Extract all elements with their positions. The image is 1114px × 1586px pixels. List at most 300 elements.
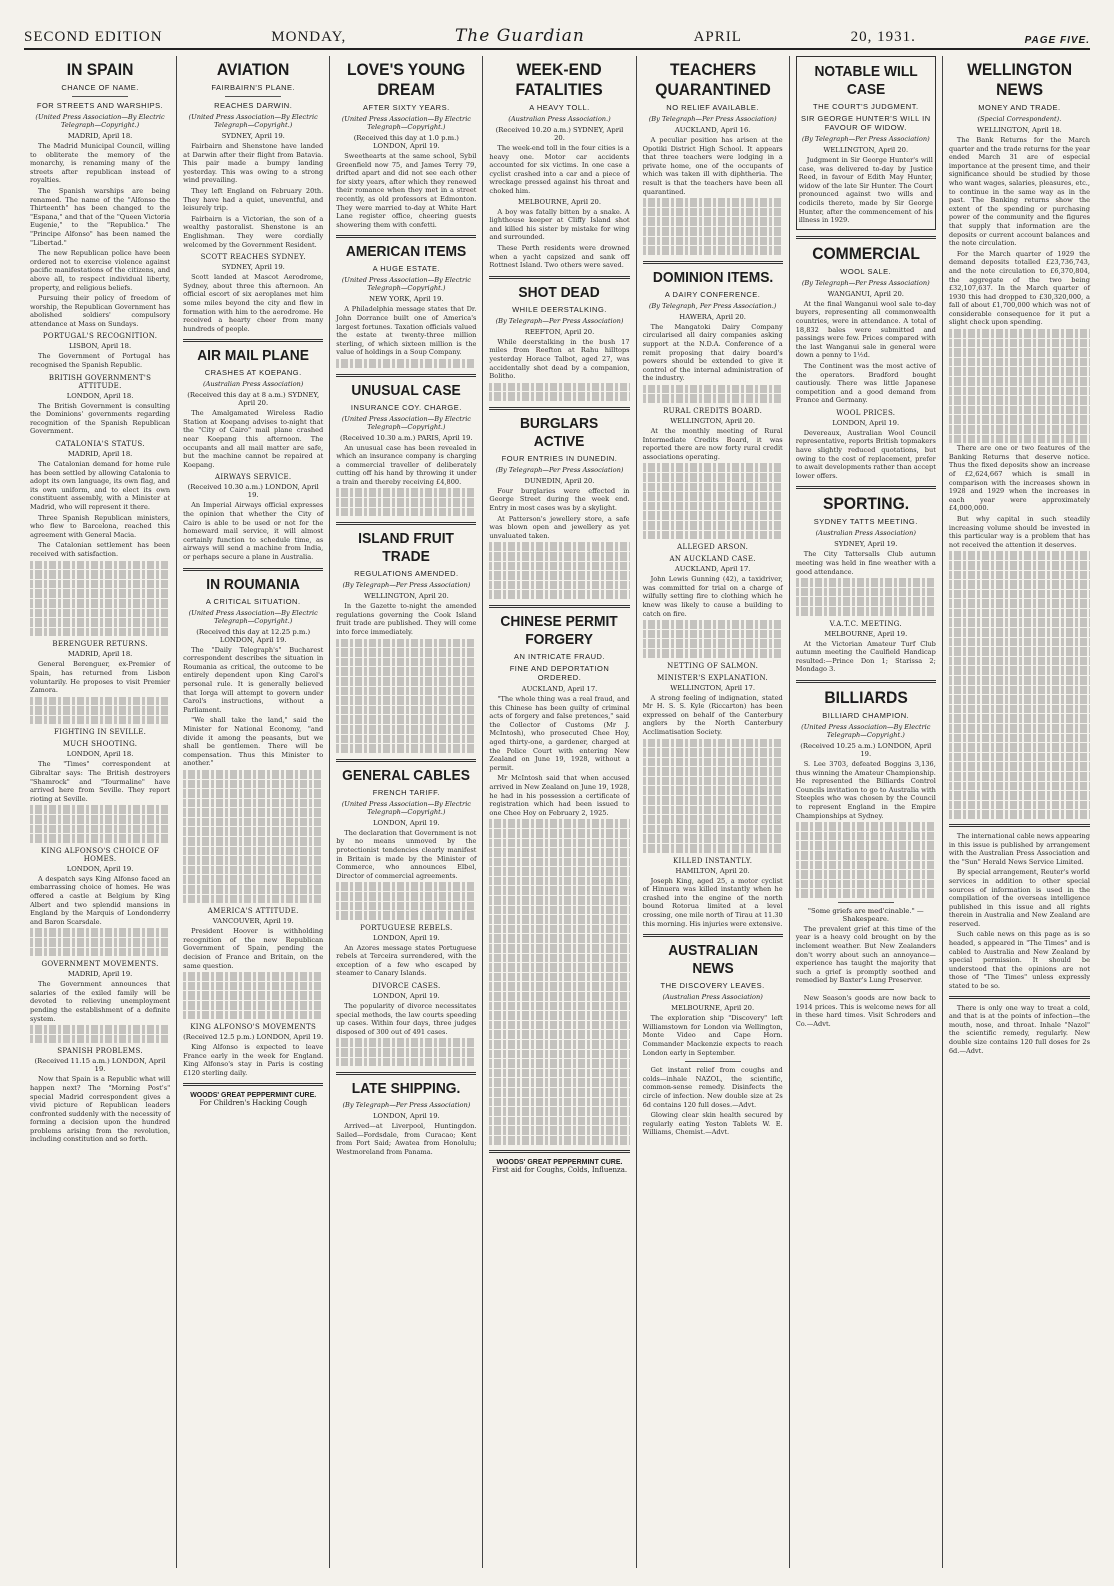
credit-line: (Australian Press Association): [203, 380, 304, 389]
dateline: MELBOURNE, April 20.: [671, 1004, 755, 1013]
dateline: MELBOURNE, April 20.: [517, 197, 601, 206]
story-separator: [336, 1072, 476, 1075]
section-subhead: GOVERNMENT MOVEMENTS.: [41, 960, 159, 969]
illegible-text-line: [643, 806, 783, 815]
headline: SHOT DEAD: [518, 283, 601, 301]
illegible-text-line: [489, 392, 629, 401]
illegible-text-line: [183, 789, 323, 798]
illegible-text-line: [643, 748, 783, 757]
illegible-text-line: [489, 1059, 629, 1068]
illegible-text-line: [489, 858, 629, 867]
illegible-text-line: [949, 647, 1090, 656]
story-in-roumania: [183, 576, 323, 1107]
story-separator: [489, 276, 629, 279]
illegible-text-line: [643, 620, 783, 629]
illegible-text-line: [489, 934, 629, 943]
illegible-text-line: [643, 786, 783, 795]
illegible-text-line: [949, 609, 1090, 618]
illegible-text-line: [643, 649, 783, 658]
illegible-text-line: [183, 837, 323, 846]
subheadline: WHILE DEERSTALKING.: [512, 304, 607, 314]
headline: IN ROUMANIA: [206, 575, 300, 593]
section-subhead: ALLEGED ARSON.: [677, 543, 749, 552]
dateline: VANCOUVER, April 19.: [212, 917, 294, 926]
credit-line: (By Telegraph—Per Press Association): [342, 1101, 471, 1110]
subheadline: THE COURT'S JUDGMENT.: [813, 102, 919, 111]
credit-line: (By Telegraph—Per Press Association): [495, 316, 624, 325]
paragraph: The Madrid Municipal Council, willing to obliterate the memory of the monarchy, is renaming many of the streets after republican instead of royalties.: [30, 142, 171, 185]
headline: LATE SHIPPING.: [352, 1080, 461, 1098]
section-subhead: BERENGUER RETURNS.: [52, 640, 148, 649]
story-unusual-case: [336, 382, 476, 517]
paragraph: President Hoover is withholding recognition of the new Republican Government of Spain, pending the decision of France and Britain, on the same question.: [183, 927, 324, 970]
paragraph: These Perth residents were drowned when a yacht capsized and sank off Rottnest Island. Two others were saved.: [489, 243, 630, 270]
subheadline: A DAIRY CONFERENCE.: [664, 289, 761, 299]
dateline: MADRID, April 18.: [67, 450, 133, 459]
story-separator: [796, 236, 936, 239]
dateline: MADRID, April 18.: [67, 132, 133, 140]
paragraph: Pursuing their policy of freedom of worship, the Republican Government has abolished soldiers' compulsory attendance at Mass on Sundays.: [30, 294, 171, 328]
illegible-text-line: [796, 841, 936, 850]
newspaper-columns: [24, 56, 1096, 1568]
paragraph: Judgment in Sir George Hunter's will case, was delivered to-day by Justice Reed, in favour of Edith May Hunter, widow of the late Sir Hunter. The Court pronounced against two wills and codicils thereto, made by Sir George Hunter, after the commencement of his illness in 1929.: [798, 156, 933, 225]
illegible-text-line: [643, 777, 783, 786]
headline: GENERAL CABLES: [342, 766, 471, 784]
paragraph: The Amalgamated Wireless Radio Station at Koepang advises to-night that the "City of Cairo" mail plane crashed near Koepang this afternoon. The occupants and all mail matter are safe, but the machine cannot be repaired at Koepang.: [183, 409, 324, 469]
illegible-text-line: [949, 618, 1090, 627]
ad-title: WOODS' GREAT PEPPERMINT CURE.: [190, 1091, 317, 1099]
paragraph: But why capital in such steadily increasing volume should be invested in this particular way is a problem that has not received the attention it deserves.: [948, 514, 1090, 549]
divider: [838, 989, 894, 990]
illegible-text-line: [796, 870, 936, 879]
paragraph: Three Spanish Republican ministers, who flew to Barcelona, reached this agreement with General Macia.: [30, 513, 171, 539]
illegible-text-line: [183, 895, 323, 904]
illegible-text-line: [489, 944, 629, 953]
illegible-text-line: [489, 877, 629, 886]
dateline: MADRID, April 18.: [67, 650, 133, 659]
illegible-text-line: [183, 808, 323, 817]
paragraph: S. Lee 3703, defeated Boggins 3,136, thus winning the Amateur Championship. He represented the Billiards Control Councils invitation to go to Australia with Steeples who was chosen by the Council to represent England in the Empire Championships at Sydney.: [795, 759, 936, 820]
subheadline: REGULATIONS AMENDED.: [354, 569, 459, 579]
headline: SPORTING.: [822, 494, 909, 514]
illegible-text-line: [30, 628, 170, 637]
illegible-text-line: [949, 676, 1090, 685]
illegible-text-line: [489, 1069, 629, 1078]
dateline: DUNEDIN, April 20.: [524, 476, 595, 485]
illegible-text-line: [336, 687, 476, 696]
subheadline: NO RELIEF AVAILABLE.: [666, 103, 759, 112]
story-burglars-active: [489, 415, 629, 599]
story-separator: [336, 522, 476, 525]
paragraph: Scott landed at Mascot Aerodrome, Sydney, about three this afternoon. An official escort of six aeroplanes met him some miles beyond the city and flew in formation with him to the aerodrome. He received a hearty cheer from many hundreds of people.: [183, 273, 324, 333]
credit-line: (Special Correspondent).: [977, 115, 1062, 123]
illegible-text-line: [30, 599, 170, 608]
illegible-text-line: [643, 815, 783, 824]
story-australian-news: [643, 942, 783, 1137]
illegible-text-line: [796, 861, 936, 870]
illegible-text-line: [183, 856, 323, 865]
month-label: APRIL: [693, 29, 742, 45]
illegible-text-line: [643, 639, 783, 648]
illegible-text-line: [183, 827, 323, 836]
illegible-text-line: [949, 435, 1090, 444]
illegible-text-line: [183, 770, 323, 779]
section-subhead: SCOTT REACHES SYDNEY.: [200, 253, 306, 262]
illegible-text-line: [643, 630, 783, 639]
illegible-text-line: [489, 963, 629, 972]
illegible-text-line: [489, 973, 629, 982]
dateline: LONDON, April 19.: [372, 933, 440, 942]
dateline: LONDON, April 19.: [372, 1112, 440, 1121]
illegible-text-line: [643, 502, 783, 511]
paragraph: At the Victorian Amateur Turf Club autumn meeting the Caulfield Handicap resulted:—Prince Don 1; Starissa 2; Mondago 3.: [795, 639, 936, 674]
headline: AVIATION: [217, 60, 290, 79]
illegible-text-line: [949, 666, 1090, 675]
paragraph: "We shall take the land," said the Minister for National Economy, "and divide it among the peasants, but we shall be gentlemen. There will be compensation. Thus this Minister to another.": [183, 716, 324, 768]
illegible-text-line: [796, 578, 936, 587]
illegible-text-line: [643, 483, 783, 492]
paragraph: At Patterson's jewellery store, a safe was blown open and jewellery as yet unvaluated taken.: [489, 514, 630, 540]
illegible-text-line: [489, 1126, 629, 1135]
illegible-text-line: [949, 580, 1090, 589]
illegible-text-line: [949, 406, 1090, 415]
story-separator: [183, 568, 323, 571]
section-subhead: KILLED INSTANTLY.: [672, 856, 753, 865]
illegible-text-line: [336, 735, 476, 744]
headline: WEEK-END FATALITIES: [515, 60, 604, 99]
subheadline: THE DISCOVERY LEAVES.: [660, 981, 765, 991]
illegible-text-line: [30, 609, 170, 618]
illegible-text-line: [643, 246, 783, 255]
ad-text: First aid for Coughs, Colds, Influenza.: [491, 1165, 628, 1174]
illegible-text-line: [336, 882, 476, 891]
paragraph: There are one or two features of the Banking Returns that deserve notice. Thus the fixed deposits show an increase of £2,624,667 which is small in comparison with the increases shown in 1928 and 1929 when the increases in each year were approximately £4,000,000.: [948, 444, 1090, 513]
illegible-text-line: [336, 488, 476, 497]
story-separator: [489, 1150, 629, 1153]
date-label: 20, 1931.: [850, 29, 916, 45]
subheadline: A CRITICAL SITUATION.: [205, 596, 301, 606]
illegible-text-line: [489, 1011, 629, 1020]
illegible-text-line: [796, 851, 936, 860]
illegible-text-line: [949, 339, 1090, 348]
illegible-text-line: [949, 377, 1090, 386]
illegible-text-line: [336, 658, 476, 667]
illegible-text-line: [489, 1107, 629, 1116]
illegible-text-line: [30, 716, 170, 725]
subheadline: A HUGE ESTATE.: [372, 264, 441, 274]
dateline: MELBOURNE, April 19.: [824, 629, 908, 638]
illegible-text-line: [949, 782, 1090, 791]
dateline: LONDON, April 19.: [66, 864, 134, 873]
illegible-text-line: [949, 638, 1090, 647]
illegible-text-line: [183, 982, 323, 991]
illegible-text-line: [336, 696, 476, 705]
illegible-text-line: [643, 531, 783, 540]
credit-line: (United Press Association—By Electric Telegraph—Copyright.): [341, 276, 471, 293]
illegible-text-line: [949, 348, 1090, 357]
illegible-text-line: [643, 844, 783, 853]
illegible-text-line: [949, 686, 1090, 695]
advertisement: [183, 1091, 323, 1107]
illegible-text-line: [643, 767, 783, 776]
illegible-text-line: [336, 1038, 476, 1047]
paragraph: King Alfonso is expected to leave France early in the week for England. King Alfonso's stay in Paris is costing £120 sterling daily.: [183, 1043, 324, 1077]
notice-paragraph: By special arrangement, Reuter's world services in addition to other special sources of information is used in the compilation of the overseas intelligence published in this issue and all rights therein in Australia and New Zealand are reserved.: [948, 868, 1090, 928]
illegible-text-line: [183, 991, 323, 1000]
dateline: MADRID, April 19.: [67, 970, 133, 979]
illegible-text-line: [643, 394, 783, 403]
illegible-text-line: [489, 915, 629, 924]
illegible-text-line: [949, 753, 1090, 762]
column-7: [943, 56, 1096, 1568]
story-aviation: [183, 60, 323, 333]
illegible-text-line: [949, 367, 1090, 376]
illegible-text-line: [30, 1025, 170, 1034]
illegible-text-line: [643, 492, 783, 501]
section-subhead: RURAL CREDITS BOARD.: [663, 407, 763, 416]
story-teachers-quarantined: [643, 60, 783, 255]
advertisement: New Season's goods are now back to 1914 prices. This is welcome news for all in these hard times. Visit Schroders and Co.—Advt.: [795, 994, 936, 1028]
credit-line: (By Telegraph—Per Press Association): [648, 115, 777, 123]
credit-line: (By Telegraph—Per Press Association): [801, 135, 930, 143]
credit-line: (By Telegraph—Per Press Association): [495, 465, 624, 474]
dateline: (Received 11.15 a.m.) LONDON, April 19.: [34, 1057, 166, 1074]
illegible-text-line: [949, 551, 1090, 560]
paragraph: At the final Wanganui wool sale to-day buyers, representing all commonwealth countries, were in attendance. A total of 18,832 bales were submitted and passings were few. Prices compared with the last Wanganui sale in general were down a penny to 1½d.: [795, 299, 936, 360]
subheadline: REACHES DARWIN.: [214, 101, 293, 110]
credit-line: (United Press Association—By Electric Telegraph—Copyright.): [35, 113, 165, 129]
credit-line: (By Telegraph—Per Press Association): [342, 581, 471, 590]
dateline: LONDON, April 19.: [372, 818, 440, 827]
story-in-spain: [30, 60, 170, 1144]
section-subhead: MUCH SHOOTING.: [62, 740, 138, 749]
illegible-text-line: [30, 570, 170, 579]
section-subhead: MINISTER'S EXPLANATION.: [657, 673, 769, 682]
story-separator: [183, 1083, 323, 1086]
paragraph: Four burglaries were effected in George Street during the week end. Entry in most cases was by a skylight.: [489, 486, 630, 513]
illegible-text-line: [489, 839, 629, 848]
illegible-text-line: [336, 706, 476, 715]
paragraph: The declaration that Government is not by no means unmoved by the protectionist tendencies clearly manifest in Britain is made by the Minister of Commerce, who announces Elbel, Director of commercial agreements.: [336, 828, 477, 880]
story-separator: [796, 680, 936, 683]
illegible-text-line: [489, 1136, 629, 1145]
paragraph: Sweethearts at the same school, Sybil Greenfield now 75, and James Terry 79, drifted apart and did not see each other for sixty years, after which they renewed their romance when they met in a street recently, as old professors at Edmonton. They were married to-day at White Hart Lane register office, cheering guests showering them with confetti.: [336, 152, 477, 229]
paragraph: Fairbairn and Shenstone have landed at Darwin after their flight from Batavia. This pair made a bumpy landing yesterday. This was owing to a strong wind prevailing.: [183, 142, 324, 185]
ad-title: WOODS' GREAT PEPPERMINT CURE.: [496, 1158, 623, 1166]
illegible-text-line: [336, 892, 476, 901]
illegible-text-line: [489, 383, 629, 392]
section-subhead: AIRWAYS SERVICE.: [214, 473, 292, 482]
story-loves-young-dream: [336, 60, 476, 229]
dateline: HAMILTON, April 20.: [675, 866, 750, 875]
credit-line: (Australian Press Association): [815, 529, 916, 538]
divider: [685, 1061, 741, 1062]
credit-line: (Australian Press Association): [662, 993, 763, 1002]
section-subhead: NETTING OF SALMON.: [667, 661, 759, 670]
story-separator: [796, 486, 936, 489]
dateline: (Received 10.25 a.m.) LONDON, April 19.: [800, 741, 932, 758]
paragraph: Fairbairn is a Victorian, the son of a wealthy pastoralist. Shenstone is an Englishman. They were cordially welcomed by the Government Resident.: [183, 214, 324, 249]
paragraph: The exploration ship "Discovery" left Williamstown for London via Wellington, Monte Video and Cape Horn. Commander Mackenzie expects to reach London early in September.: [642, 1014, 783, 1057]
column-5: [637, 56, 790, 1568]
illegible-text-line: [949, 762, 1090, 771]
paragraph: An Azores message states Portuguese rebels at Terceira surrendered, with the exception of a few who escaped by steamer to Canary Islands.: [336, 943, 477, 978]
credit-line: (United Press Association—By Electric Telegraph—Copyright.): [341, 414, 471, 431]
illegible-text-line: [949, 358, 1090, 367]
section-subhead: FIGHTING IN SEVILLE.: [53, 728, 147, 737]
column-4: [483, 56, 636, 1568]
story-separator: [183, 339, 323, 342]
illegible-text-line: [949, 590, 1090, 599]
story-week-end-fatalities: [489, 60, 629, 270]
illegible-text-line: [949, 801, 1090, 810]
credit-line: (By Telegraph—Per Press Association): [801, 278, 930, 287]
illegible-text-line: [643, 217, 783, 226]
illegible-text-line: [949, 387, 1090, 396]
illegible-text-line: [30, 580, 170, 589]
paragraph: The Government of Portugal has recognised the Spanish Republic.: [30, 352, 171, 370]
paragraph: The "Times" correspondent at Gibraltar says: The British destroyers "Shamrock" and "Tourmaline" have arrived here from Seville. They report rioting at Seville.: [30, 760, 171, 803]
illegible-text-line: [643, 198, 783, 207]
headline: AMERICAN ITEMS: [346, 243, 467, 261]
paragraph: The new Republican police have been ordered not to exercise violence against pacific manifestations of the citizens, and above all, to respect individual liberty, property, and religious beliefs.: [30, 249, 171, 292]
paragraph: An unusual case has been revealed in which an insurance company is charging a commercial traveller of deliberately cutting off his hand by throwing it under a train and thereby receiving £4,800.: [336, 443, 477, 486]
illegible-text-line: [336, 508, 476, 517]
paragraph: General Berenguer, ex-Premier of Spain, has returned from Lisbon voluntarily. He proposes to visit Premier Zamora.: [30, 660, 171, 695]
illegible-text-line: [796, 889, 936, 898]
notice-paragraph: The international cable news appearing in this issue is published by arrangement with the Australian Press Association and the "Sun" Herald News Service Limited.: [948, 831, 1090, 866]
credit-line: (Australian Press Association.): [508, 115, 611, 123]
paragraph: The popularity of divorce necessitates special methods, the law courts speeding up cases. Within four days, three judges disposed of 300 out of 491 cases.: [336, 1002, 477, 1036]
illegible-text-line: [489, 1030, 629, 1039]
illegible-text-line: [949, 743, 1090, 752]
illegible-text-line: [183, 799, 323, 808]
headline: BILLIARDS: [824, 687, 908, 707]
illegible-text-line: [643, 227, 783, 236]
illegible-text-line: [643, 385, 783, 394]
dateline: (Received this day at 12.25 p.m.) LONDON, April 19.: [196, 627, 311, 644]
illegible-text-line: [183, 885, 323, 894]
illegible-text-line: [949, 571, 1090, 580]
column-1: [24, 56, 177, 1568]
illegible-text-line: [489, 1040, 629, 1049]
illegible-text-line: [489, 886, 629, 895]
dateline: WELLINGTON, April 20.: [670, 417, 756, 426]
story-shot-dead: [489, 284, 629, 401]
illegible-text-line: [796, 832, 936, 841]
subheadline: WOOL SALE.: [840, 266, 892, 276]
dateline: LISBON, April 18.: [68, 342, 132, 351]
headline: COMMERCIAL: [811, 243, 920, 263]
paragraph: Now that Spain is a Republic what will happen next? The "Morning Post's" special Madrid correspondent gives a vivid picture of Republican leaders confronted suddenly with the necessity of forming a decision upon the hundred problems arising from the revolution, including constitution and so forth.: [30, 1075, 171, 1144]
dateline: SYDNEY, April 19.: [221, 132, 285, 140]
illegible-text-line: [643, 473, 783, 482]
illegible-text-line: [183, 1011, 323, 1020]
illegible-text-line: [489, 552, 629, 561]
illegible-text-line: [796, 822, 936, 831]
illegible-text-line: [489, 867, 629, 876]
story-separator: [643, 261, 783, 264]
illegible-text-line: [949, 599, 1090, 608]
paragraph: The Spanish warships are being renamed. The name of the "Alfonso the Thirteenth" has been changed to the "Espana," and that of the "Queen Victoria Eugenie," to the "Republica." The "Principe Alfonso" has been named the "Libertad.": [30, 186, 171, 247]
masthead: [24, 26, 1090, 50]
paragraph: A strong feeling of indignation, stated Mr H. S. S. Kyle (Riccarton) has been expressed on behalf of the Canterbury anglers by the North Canterbury Acclimatisation Society.: [642, 693, 783, 736]
subheadline: BILLIARD CHAMPION.: [822, 710, 910, 720]
credit-line: (United Press Association—By Electric Telegraph—Copyright.): [801, 722, 931, 739]
story-commercial: [796, 244, 936, 481]
subheadline: CRASHES AT KOEPANG.: [204, 368, 302, 378]
illegible-text-line: [643, 208, 783, 217]
subheadline: FOR STREETS AND WARSHIPS.: [36, 101, 164, 110]
subheadline: FAIRBAIRN'S PLANE.: [211, 83, 296, 92]
illegible-text-line: [336, 911, 476, 920]
story-general-cables: [336, 767, 476, 1066]
dateline: (Received this day at 1.0 p.m.) LONDON, April 19.: [353, 134, 459, 150]
dateline: AUCKLAND, April 17.: [521, 685, 598, 693]
subheadline: MONEY AND TRADE.: [978, 103, 1061, 112]
dateline: WELLINGTON, April 17.: [670, 683, 756, 692]
dateline: WELLINGTON, April 20.: [823, 146, 909, 154]
illegible-text-line: [30, 928, 170, 937]
section-subhead: AMERICA'S ATTITUDE.: [207, 907, 299, 916]
illegible-text-line: [489, 992, 629, 1001]
column-2: [177, 56, 330, 1568]
subheadline: INSURANCE COY. CHARGE.: [350, 402, 462, 412]
illegible-text-line: [796, 597, 936, 606]
illegible-text-line: [336, 1058, 476, 1067]
illegible-text-line: [183, 780, 323, 789]
headline: LOVE'S YOUNG DREAM: [347, 60, 466, 99]
headline: IN SPAIN: [66, 60, 134, 79]
headline: DOMINION ITEMS.: [652, 268, 773, 286]
story-separator: [489, 407, 629, 410]
paragraph: They left England on February 20th. They have had a quiet, uneventful, and leisurely trip.: [183, 186, 324, 213]
illegible-text-line: [949, 705, 1090, 714]
section-subhead: KING ALFONSO'S CHOICE OF HOMES.: [40, 846, 160, 863]
column-6: [790, 56, 943, 1568]
illegible-text-line: [30, 697, 170, 706]
credit-line: (United Press Association—By Electric Telegraph—Copyright.): [188, 608, 318, 625]
divider: [225, 96, 281, 97]
story-island-fruit-trade: [336, 530, 476, 753]
story-billiards: [796, 688, 936, 1028]
dateline: SYDNEY, April 19.: [834, 540, 898, 549]
paragraph: Devereaux, Australian Wool Council representative, reports British topmakers have slightly reduced quotations, but owing to the cost of replacement, prefer to await developments rather than accept lower offers.: [795, 428, 936, 480]
illegible-text-line: [489, 1098, 629, 1107]
illegible-text-line: [489, 954, 629, 963]
story-late-shipping: [336, 1080, 476, 1156]
paragraph: For the March quarter of 1929 the demand deposits totalled £23,736,743, and the note circulation to £6,370,804, the aggregate of the two being £32,107,637. In the March quarter of 1930 this had dropped to £30,320,000, a fall of about £1,700,000 which was not of considerable consequence for it put a slight check upon spending.: [948, 249, 1090, 327]
illegible-text-line: [183, 1001, 323, 1010]
dateline: (Received this day at 8 a.m.) SYDNEY, April 20.: [187, 391, 320, 408]
illegible-text-line: [336, 639, 476, 648]
credit-line: (By Telegraph, Per Press Association.): [648, 301, 777, 310]
page-label: PAGE FIVE.: [1024, 35, 1090, 46]
illegible-text-line: [489, 581, 629, 590]
paragraph: Arrived—at Liverpool, Huntingdon. Sailed—Fordsdale, from Curacao; Kent from Port Said; Awatea from Honolulu; Westmoreland from Panama.: [336, 1122, 477, 1156]
illegible-text-line: [30, 805, 170, 814]
paragraph: An Imperial Airways official expresses the opinion that whether the City of Cairo is able to be used or not for the homeward mail service, it will almost certainly function to schedule time, as airways will send a machine from India, or perhaps secure a plane in Australia.: [183, 501, 324, 561]
illegible-text-line: [30, 561, 170, 570]
illegible-text-line: [643, 463, 783, 472]
paragraph: In the Gazette to-night the amended regulations governing the Cook Island fruit trade are published. They will come into force immediately.: [336, 602, 477, 637]
illegible-text-line: [643, 511, 783, 520]
credit-line: (United Press Association—By Electric Telegraph—Copyright.): [341, 799, 471, 816]
subheadline: SYDNEY TATTS MEETING.: [813, 517, 918, 527]
illegible-text-line: [489, 1078, 629, 1087]
section-subhead: DIVORCE CASES.: [372, 982, 441, 991]
illegible-text-line: [30, 1035, 170, 1044]
